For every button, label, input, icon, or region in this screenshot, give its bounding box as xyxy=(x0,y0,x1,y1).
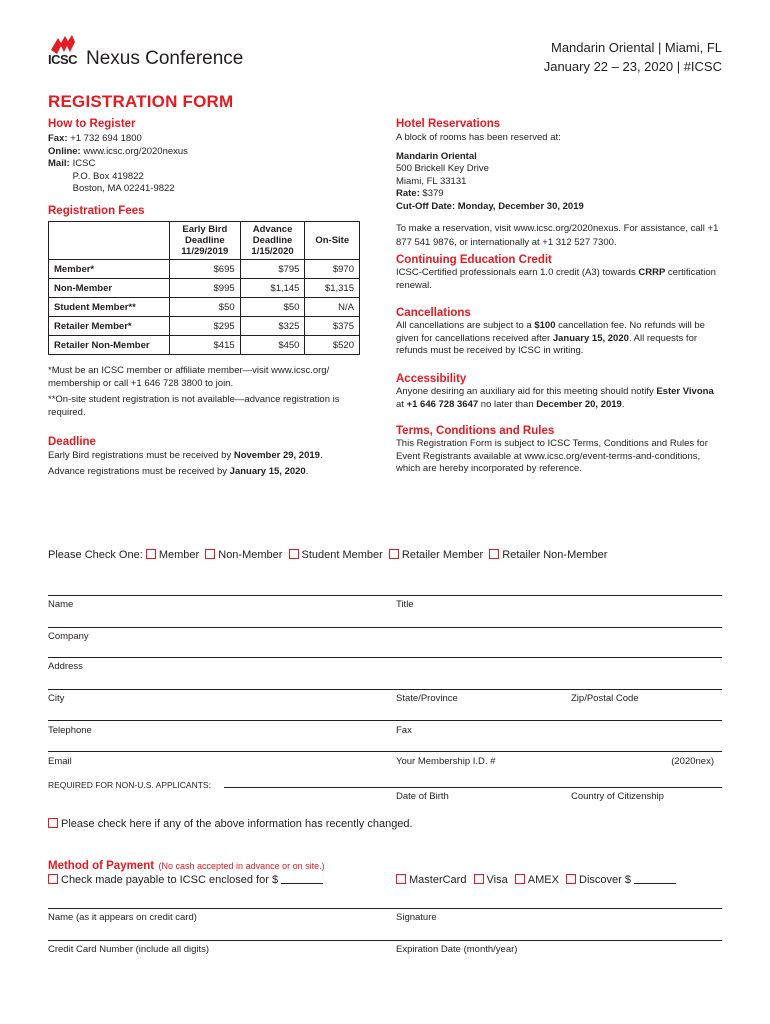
option-non-member[interactable]: Non-Member xyxy=(205,549,282,561)
fax-field[interactable]: Fax xyxy=(396,725,412,736)
table-row: Student Member** $50 $50 N/A xyxy=(49,298,360,317)
continuing-education: Continuing Education Credit ICSC-Certified professionals earn 1.0 credit (A3) towards CRRP certification renewal. xyxy=(396,254,722,292)
method-of-payment xyxy=(48,856,325,874)
fees-table xyxy=(48,221,360,355)
option-member[interactable]: Member xyxy=(146,549,199,561)
section-title: Method of Payment xyxy=(48,860,155,872)
option-retailer-member[interactable]: Retailer Member xyxy=(389,549,483,561)
hotel-rate: $379 xyxy=(422,188,444,199)
divider xyxy=(224,787,722,788)
membership-code: (2020nex) xyxy=(671,756,714,767)
hotel-reservations: Hotel Reservations A block of rooms has been reserved at: Mandarin Oriental 500 Brickell Key Drive Miami, FL 33131 Rate: $379 Cut-Off Date: Monday, December 30, 2019 To make a reservation, visit www.icsc.org/2020nexus. For assistance, call +1 877 541 9876, or internationally at +1 312 527 7300. xyxy=(396,118,722,250)
checkbox[interactable] xyxy=(48,818,58,828)
section-title: Continuing Education Credit xyxy=(396,254,552,266)
payment-note: (No cash accepted in advance or on site.) xyxy=(158,861,325,871)
option-retailer-non-member[interactable]: Retailer Non-Member xyxy=(489,549,607,561)
fees-header-early-bird: Early Bird Deadline 11/29/2019 xyxy=(170,222,241,260)
divider xyxy=(48,595,722,596)
checkbox[interactable] xyxy=(146,549,156,559)
table-row: Member* $695 $795 $970 xyxy=(49,260,360,279)
checkbox[interactable] xyxy=(515,874,525,884)
hotel-address: 500 Brickell Key Drive xyxy=(396,163,489,174)
checkbox[interactable] xyxy=(474,874,484,884)
divider xyxy=(48,689,722,690)
accessibility: Accessibility Anyone desiring an auxiliary aid for this meeting should notify Ester Vivona at +1 646 728 3647 no later than December 20, 2019. xyxy=(396,373,722,411)
card-name-field[interactable]: Name (as it appears on credit card) xyxy=(48,912,197,923)
mail-line: P.O. Box 419822 xyxy=(72,170,144,182)
venue: Mandarin Oriental | Miami, FL xyxy=(551,40,722,55)
registration-fees xyxy=(48,205,360,419)
membership-id-field[interactable]: Your Membership I.D. # xyxy=(396,756,496,767)
check-payment-option[interactable]: Check made payable to ICSC enclosed for $ xyxy=(48,874,323,886)
fees-header-advance: Advance Deadline 1/15/2020 xyxy=(240,222,305,260)
divider xyxy=(48,720,722,721)
mail-line: Boston, MA 02241-9822 xyxy=(72,183,175,194)
info-changed-checkbox[interactable]: Please check here if any of the above information has recently changed. xyxy=(48,818,413,830)
conference-name: Nexus Conference xyxy=(86,48,244,69)
table-row: Non-Member $995 $1,145 $1,315 xyxy=(49,279,360,298)
fees-header-blank xyxy=(49,222,170,260)
fax-label: Fax: xyxy=(48,133,68,144)
option-visa[interactable]: Visa xyxy=(474,874,508,886)
option-mastercard[interactable]: MasterCard xyxy=(396,874,466,886)
divider xyxy=(48,627,722,628)
section-title: Deadline xyxy=(48,436,96,448)
section-title: How to Register xyxy=(48,118,136,130)
cancellations: Cancellations All cancellations are subject to a $100 cancellation fee. No refunds will be given for cancellations received after January 15, 2020. All requests for refunds must be received by ICSC in writing. xyxy=(396,307,722,358)
checkbox[interactable] xyxy=(566,874,576,884)
divider xyxy=(48,751,722,752)
section-title: Registration Fees xyxy=(48,205,145,217)
card-options xyxy=(396,874,676,886)
reservation-info: To make a reservation, visit www.icsc.org/2020nexus. For assistance, call +1 877 541 9876, or internationally at +1 312 527 7300. xyxy=(396,223,719,248)
fee-note-1: *Must be an ICSC member or affiliate member—visit www.icsc.org/ membership or call +1 646 728 3800 to join. xyxy=(48,365,330,389)
event-dates: January 22 – 23, 2020 | #ICSC xyxy=(543,59,722,74)
dob-field[interactable]: Date of Birth xyxy=(396,791,449,802)
state-field[interactable]: State/Province xyxy=(396,693,458,704)
option-amex[interactable]: AMEX xyxy=(515,874,559,886)
logo-text: ICSC xyxy=(48,52,78,67)
option-discover[interactable]: Discover $ xyxy=(566,874,676,886)
checkbox[interactable] xyxy=(289,549,299,559)
checkbox[interactable] xyxy=(205,549,215,559)
hotel-city: Miami, FL 33131 xyxy=(396,175,467,187)
hotel-intro: A block of rooms has been reserved at: xyxy=(396,132,561,143)
company-field[interactable]: Company xyxy=(48,631,89,642)
option-student-member[interactable]: Student Member xyxy=(289,549,383,561)
fees-header-onsite: On-Site xyxy=(305,222,360,260)
event-info xyxy=(544,38,722,76)
card-number-field[interactable]: Credit Card Number (include all digits) xyxy=(48,944,210,955)
table-row: Retailer Member* $295 $325 $375 xyxy=(49,317,360,336)
divider xyxy=(48,940,722,941)
mail-line: ICSC xyxy=(72,158,96,169)
online-value[interactable]: www.icsc.org/2020nexus xyxy=(83,145,188,157)
expiration-field[interactable]: Expiration Date (month/year) xyxy=(396,944,518,955)
name-field[interactable]: Name xyxy=(48,599,74,610)
form-title: REGISTRATION FORM xyxy=(48,92,234,111)
how-to-register xyxy=(48,118,348,196)
fee-note-2: **On-site student registration is not available—advance registration is required. xyxy=(48,394,340,418)
amount-field[interactable] xyxy=(281,883,323,884)
section-title: Cancellations xyxy=(396,307,471,319)
section-title: Accessibility xyxy=(396,373,467,385)
email-field[interactable]: Email xyxy=(48,756,72,767)
zip-field[interactable]: Zip/Postal Code xyxy=(571,693,639,704)
address-field[interactable]: Address xyxy=(48,661,83,672)
check-one-label: Please Check One: xyxy=(48,549,143,561)
online-label: Online: xyxy=(48,145,81,157)
section-title: Hotel Reservations xyxy=(396,118,501,130)
checkbox[interactable] xyxy=(389,549,399,559)
mail-label: Mail: xyxy=(48,158,70,169)
fax-value: +1 732 694 1800 xyxy=(70,133,142,144)
checkbox[interactable] xyxy=(489,549,499,559)
checkbox[interactable] xyxy=(48,874,58,884)
table-row: Retailer Non-Member $415 $450 $520 xyxy=(49,336,360,355)
divider xyxy=(48,657,722,658)
telephone-field[interactable]: Telephone xyxy=(48,725,92,736)
signature-field[interactable]: Signature xyxy=(396,912,437,923)
city-field[interactable]: City xyxy=(48,693,65,704)
terms-text: This Registration Form is subject to ICSC Terms, Conditions and Rules for Event Registrants available at www.icsc.org/event-terms-and-conditions, which are hereby incorporated by reference. xyxy=(396,438,708,474)
membership-type-selector xyxy=(48,549,607,561)
deadline: Deadline Early Bird registrations must be received by November 29, 2019. Advance registrations must be received by January 15, 2020. xyxy=(48,436,368,478)
cutoff-date: Cut-Off Date: Monday, December 30, 2019 xyxy=(396,200,584,212)
citizenship-field[interactable]: Country of Citizenship xyxy=(571,791,664,802)
checkbox[interactable] xyxy=(396,874,406,884)
non-us-label: REQUIRED FOR NON-U.S. APPLICANTS: xyxy=(48,780,211,790)
hotel-name: Mandarin Oriental xyxy=(396,150,477,162)
divider xyxy=(48,908,722,909)
title-field[interactable]: Title xyxy=(396,599,414,610)
terms-conditions xyxy=(396,425,722,476)
section-title: Terms, Conditions and Rules xyxy=(396,425,555,437)
discover-amount-field[interactable] xyxy=(634,883,676,884)
